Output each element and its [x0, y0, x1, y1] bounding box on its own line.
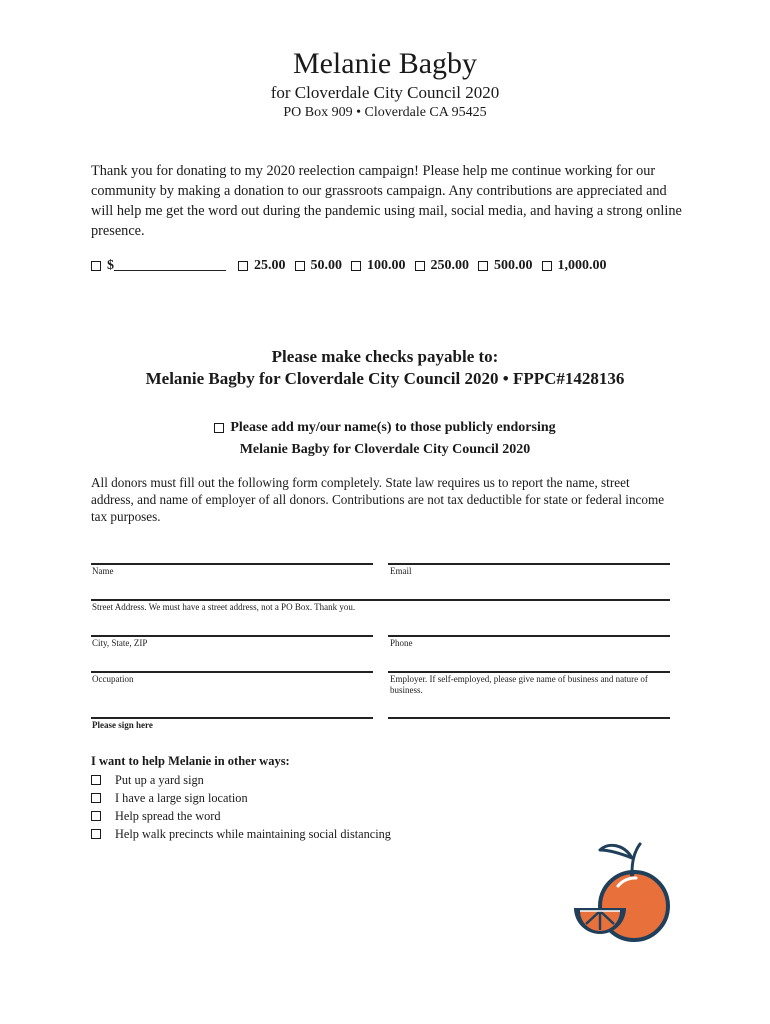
checkbox-icon[interactable] [91, 775, 101, 785]
campaign-subtitle: for Cloverdale City Council 2020 [270, 83, 500, 102]
help-heading: I want to help Melanie in other ways: [91, 754, 290, 768]
checkbox-icon[interactable] [214, 423, 224, 433]
name-line [91, 563, 373, 565]
employer-label: Employer. If self-employed, please give name of business and nature of business. [390, 674, 648, 695]
phone-field[interactable] [388, 615, 670, 635]
page-title: Melanie Bagby [292, 47, 478, 80]
checkbox-icon[interactable] [91, 261, 101, 271]
help-options [91, 771, 391, 843]
help-option-spread-word[interactable] [91, 807, 391, 825]
amount-option[interactable] [295, 258, 343, 274]
amount-custom[interactable] [91, 258, 226, 274]
phone-label: Phone [390, 638, 413, 648]
amount-option[interactable] [478, 258, 533, 274]
checkbox-icon[interactable] [351, 261, 361, 271]
date-field[interactable] [388, 697, 670, 717]
amount-option[interactable] [351, 258, 406, 274]
city-line [91, 635, 373, 637]
help-option-walk-precincts[interactable] [91, 825, 391, 843]
employer-field[interactable] [388, 651, 670, 671]
city-field[interactable] [91, 615, 373, 635]
checkbox-icon[interactable] [542, 261, 552, 271]
orange-icon [570, 836, 674, 946]
amount-label: 500.00 [494, 258, 533, 273]
endorse-line2: Melanie Bagby for Cloverdale City Council 2020 [239, 442, 531, 457]
checkbox-icon[interactable] [478, 261, 488, 271]
help-option-label: Help spread the word [115, 809, 221, 823]
occupation-label: Occupation [92, 674, 134, 684]
endorse-option[interactable] [214, 418, 555, 438]
signature-line [91, 717, 373, 719]
name-label: Name [92, 566, 114, 576]
amount-option[interactable] [415, 258, 470, 274]
payable-line1: Please make checks payable to: [271, 347, 499, 366]
donation-amounts [91, 258, 711, 274]
help-option-label: I have a large sign location [115, 791, 248, 805]
checkbox-icon[interactable] [415, 261, 425, 271]
checkbox-icon[interactable] [91, 811, 101, 821]
mailing-address: PO Box 909 • Cloverdale CA 95425 [283, 105, 487, 120]
payable-instructions [0, 346, 770, 390]
amount-option[interactable] [542, 258, 607, 274]
email-label: Email [390, 566, 412, 576]
occupation-line [91, 671, 373, 673]
employer-line [388, 671, 670, 673]
amount-label: 50.00 [310, 258, 342, 273]
city-label: City, State, ZIP [92, 638, 148, 648]
help-option-label: Help walk precincts while maintaining social distancing [115, 827, 391, 841]
amount-option[interactable] [238, 258, 286, 274]
amount-label: 1,000.00 [557, 258, 607, 273]
signature-field[interactable] [91, 697, 373, 717]
name-field[interactable] [91, 543, 373, 563]
checkbox-icon[interactable] [238, 261, 248, 271]
endorse-section [0, 418, 770, 460]
signature-label: Please sign here [92, 720, 153, 730]
checkbox-icon[interactable] [91, 793, 101, 803]
occupation-field[interactable] [91, 651, 373, 671]
phone-line [388, 635, 670, 637]
donor-notice: All donors must fill out the following form completely. State law requires us to report the name, street address, and name of employer of all donors. Contributions are not tax deductible for state or federal income tax purposes. [91, 475, 665, 524]
checkbox-icon[interactable] [295, 261, 305, 271]
email-field[interactable] [388, 543, 670, 563]
endorse-line1: Please add my/our name(s) to those publicly endorsing [230, 420, 556, 435]
payable-line2: Melanie Bagby for Cloverdale City Council 2020 • FPPC#1428136 [145, 369, 625, 388]
help-option-label: Put up a yard sign [115, 773, 204, 787]
help-option-sign-location[interactable] [91, 789, 391, 807]
amount-custom-label: $________________ [107, 258, 226, 273]
street-field[interactable] [91, 579, 670, 599]
amount-label: 250.00 [430, 258, 469, 273]
amount-label: 100.00 [367, 258, 406, 273]
intro-paragraph: Thank you for donating to my 2020 reelection campaign! Please help me continue working for our community by making a donation to our grassroots campaign. Any contributions are appreciated and will help me get the word out during the pandemic using mail, social media, and having a strong online presence. [91, 163, 682, 239]
help-option-yard-sign[interactable] [91, 771, 391, 789]
checkbox-icon[interactable] [91, 829, 101, 839]
amount-label: 25.00 [254, 258, 286, 273]
date-line [388, 717, 670, 719]
email-line [388, 563, 670, 565]
street-label: Street Address. We must have a street address, not a PO Box. Thank you. [92, 602, 356, 612]
street-line [91, 599, 670, 601]
